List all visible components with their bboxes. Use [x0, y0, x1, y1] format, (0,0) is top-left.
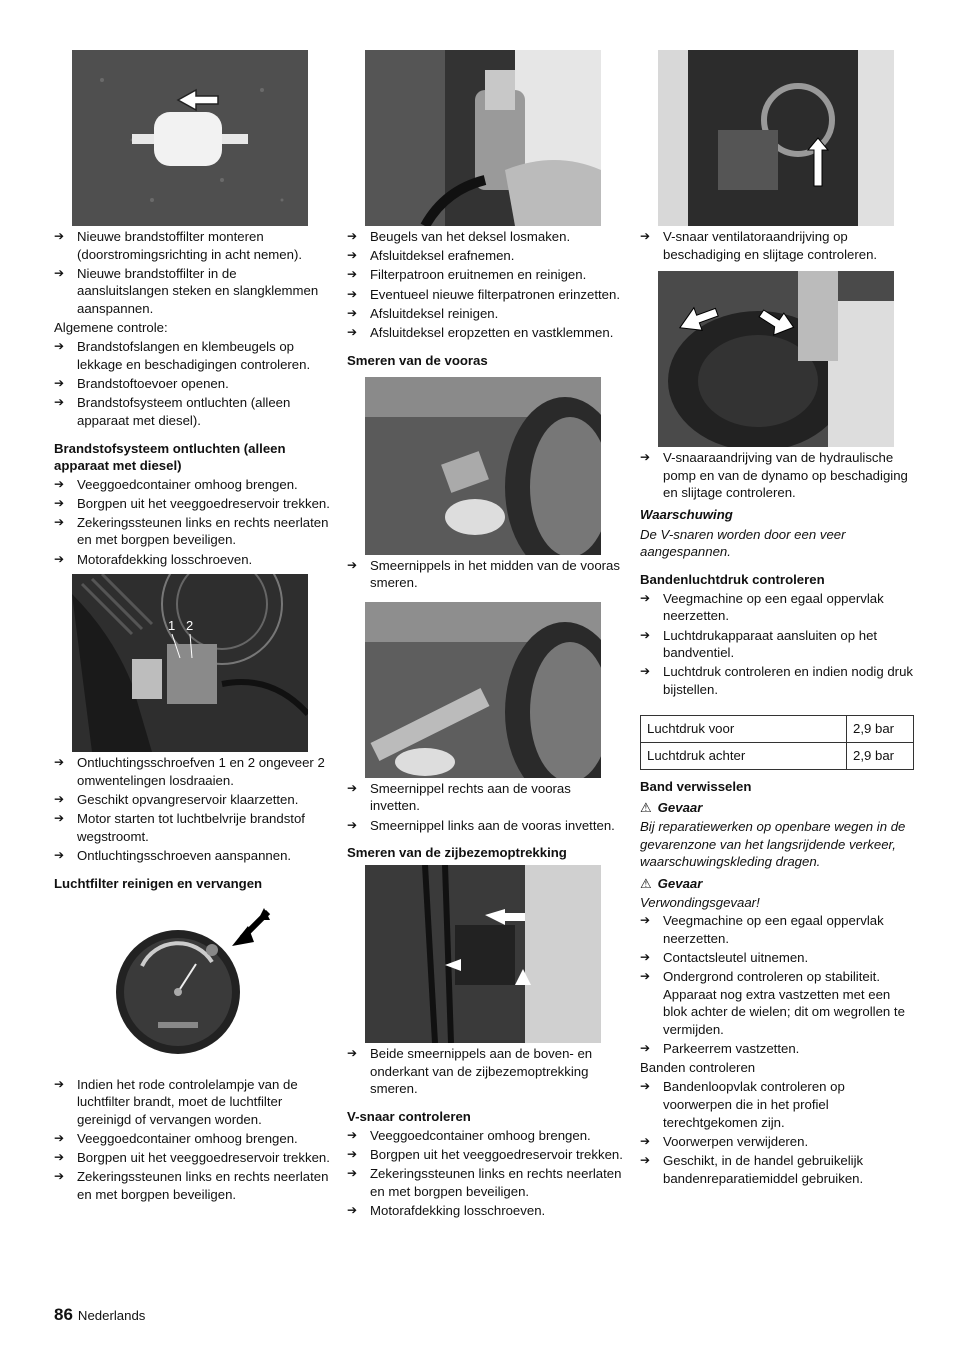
danger-text: Verwondingsgevaar!: [640, 895, 760, 911]
pressure-table: [640, 715, 914, 770]
pump-belt-illustration: [658, 271, 894, 447]
fan-belt-illustration: [658, 50, 894, 226]
danger-text: Bij reparatiewerken op openbare wegen in de gevarenzone van het langsrijdende verkeer, waarschuwingskleding dragen.: [640, 819, 906, 870]
page-number: 86: [54, 1305, 73, 1324]
list-item: ➔ Veegmachine op een egaal oppervlak neerzetten.: [640, 590, 916, 625]
tyre-pressure-steps: [640, 590, 916, 699]
wheel-illustration-1: [365, 377, 601, 555]
section-heading-front-axle: Smeren van de vooras: [347, 352, 488, 368]
table-cell: 2,9 bar: [847, 715, 914, 742]
column-1: [54, 50, 330, 1205]
bleed-steps-2: [54, 754, 330, 864]
pump-belt-steps: [640, 449, 916, 502]
list-item: ➔ Brandstoftoevoer openen.: [54, 375, 330, 393]
air-filter-steps: [54, 1076, 330, 1204]
general-check-steps: [54, 338, 330, 429]
list-item: ➔ Voorwerpen verwijderen.: [640, 1133, 916, 1151]
list-item: ➔ Beide smeernippels aan de boven- en onderkant van de zijbezemoptrekking smeren.: [347, 1045, 623, 1098]
list-item: ➔ Motorafdekking losschroeven.: [347, 1202, 623, 1220]
warning-title: Waarschuwing: [640, 506, 733, 522]
wheel-illustration-2: [365, 602, 601, 778]
pump-belt-photo: [658, 271, 894, 447]
section-heading-side-broom: Smeren van de zijbezemoptrekking: [347, 845, 567, 861]
list-item: ➔ Indien het rode controlelampje van de luchtfilter brandt, moet de luchtfilter gereinigd of vervangen worden.: [54, 1076, 330, 1129]
list-item: ➔ Veeggoedcontainer omhoog brengen.: [54, 476, 330, 494]
list-item: ➔ Brandstofsysteem ontluchten (alleen apparaat met diesel).: [54, 394, 330, 429]
warning-triangle-icon: ⚠: [640, 875, 652, 891]
danger-heading-2: [640, 875, 916, 893]
list-item: ➔ Luchtdruk controleren en indien nodig druk bijstellen.: [640, 663, 916, 698]
section-heading-air-filter: Luchtfilter reinigen en vervangen: [54, 875, 263, 891]
front-axle-steps-2: [347, 780, 623, 834]
fuel-filter-illustration: [72, 50, 308, 226]
list-item: ➔ Afsluitdeksel reinigen.: [347, 305, 623, 323]
vbelt-steps: [347, 1127, 623, 1220]
photo-label-1: 1: [168, 618, 176, 634]
list-item: ➔ Parkeerrem vastzetten.: [640, 1040, 916, 1058]
gauge-photo: [72, 896, 308, 1074]
engine-illustration: [72, 574, 308, 752]
list-item: ➔ Bandenloopvlak controleren op voorwerpen die in het profiel terechtgekomen zijn.: [640, 1078, 916, 1131]
column-2: [347, 50, 623, 1221]
danger-heading-1: [640, 799, 916, 817]
list-item: ➔ Brandstofslangen en klembeugels op lekkage en beschadigingen controleren.: [54, 338, 330, 373]
list-item: ➔ Borgpen uit het veeggoedreservoir trekken.: [347, 1146, 623, 1164]
fan-belt-steps: [640, 228, 916, 263]
list-item: ➔ Zekeringssteunen links en rechts neerlaten en met borgpen beveiligen.: [347, 1165, 623, 1200]
air-filter-illustration: [365, 50, 601, 226]
list-item: ➔ V-snaaraandrijving van de hydraulische pomp en van de dynamo op beschadiging en slijtage controleren.: [640, 449, 916, 502]
list-item: ➔ Eventueel nieuwe filterpatronen erinzetten.: [347, 286, 623, 304]
list-item: ➔ Beugels van het deksel losmaken.: [347, 228, 623, 246]
front-axle-steps: [347, 557, 623, 592]
front-axle-photo-2: [365, 602, 601, 778]
fan-belt-photo: [658, 50, 894, 226]
list-item: ➔ Nieuwe brandstoffilter monteren (doorstromingsrichting in acht nemen).: [54, 228, 330, 263]
warning-triangle-icon: ⚠: [640, 799, 652, 815]
list-item: ➔ Geschikt, in de handel gebruikelijk bandenreparatiemiddel gebruiken.: [640, 1152, 916, 1187]
table-row: [641, 742, 914, 769]
page-footer: [54, 1305, 145, 1325]
list-item: ➔ Zekeringssteunen links en rechts neerlaten en met borgpen beveiligen.: [54, 1168, 330, 1203]
footer-language: Nederlands: [77, 1308, 146, 1323]
side-broom-illustration: [365, 865, 601, 1043]
side-broom-photo: [365, 865, 601, 1043]
danger-title: Gevaar: [657, 875, 703, 891]
list-item: ➔ Smeernippel links aan de vooras invetten.: [347, 817, 623, 835]
list-item: ➔ Ontluchtingsschroeven aanspannen.: [54, 847, 330, 865]
list-item: ➔ Veeggoedcontainer omhoog brengen.: [347, 1127, 623, 1145]
list-item: ➔ Contactsleutel uitnemen.: [640, 949, 916, 967]
table-cell: Luchtdruk voor: [641, 715, 847, 742]
tyres-check-steps: [640, 1078, 916, 1187]
list-item: ➔ Borgpen uit het veeggoedreservoir trekken.: [54, 495, 330, 513]
list-item: ➔ Motorafdekking losschroeven.: [54, 551, 330, 569]
list-item: ➔ V-snaar ventilatoraandrijving op beschadiging en slijtage controleren.: [640, 228, 916, 263]
front-axle-photo-1: [365, 377, 601, 555]
section-heading-tyre-change: Band verwisselen: [640, 778, 752, 794]
list-item: ➔ Motor starten tot luchtbelvrije brandstof wegstroomt.: [54, 810, 330, 845]
list-item: ➔ Luchtdrukapparaat aansluiten op het bandventiel.: [640, 627, 916, 662]
list-item: ➔ Afsluitdeksel erafnemen.: [347, 247, 623, 265]
table-cell: 2,9 bar: [847, 742, 914, 769]
list-item: ➔ Geschikt opvangreservoir klaarzetten.: [54, 791, 330, 809]
list-item: ➔ Afsluitdeksel eropzetten en vastklemmen.: [347, 324, 623, 342]
list-item: ➔ Zekeringssteunen links en rechts neerlaten en met borgpen beveiligen.: [54, 514, 330, 549]
list-item: ➔ Veegmachine op een egaal oppervlak neerzetten.: [640, 912, 916, 947]
column-3: [640, 50, 916, 1189]
section-heading-tyre-pressure: Bandenluchtdruk controleren: [640, 571, 825, 587]
list-item: ➔ Borgpen uit het veeggoedreservoir trekken.: [54, 1149, 330, 1167]
tyres-check-label: Banden controleren: [640, 1060, 756, 1076]
air-filter-steps-2: [347, 228, 623, 342]
fuel-filter-photo: [72, 50, 308, 226]
fuel-filter-steps: [54, 228, 330, 318]
list-item: ➔ Filterpatroon eruitnemen en reinigen.: [347, 266, 623, 284]
list-item: ➔ Veeggoedcontainer omhoog brengen.: [54, 1130, 330, 1148]
general-check-label: Algemene controle:: [54, 320, 168, 336]
bleed-screws-photo: [72, 574, 308, 752]
table-cell: Luchtdruk achter: [641, 742, 847, 769]
table-row: [641, 715, 914, 742]
bleed-steps: [54, 476, 330, 569]
tyre-change-steps: [640, 912, 916, 1058]
list-item: ➔ Ontluchtingsschroefven 1 en 2 ongeveer 2 omwentelingen losdraaien.: [54, 754, 330, 789]
danger-title: Gevaar: [657, 799, 703, 815]
list-item: ➔ Ondergrond controleren op stabiliteit. Apparaat nog extra vastzetten met een blok achter de wielen; dit om wegrollen te vermijden.: [640, 968, 916, 1038]
air-filter-photo: [365, 50, 601, 226]
list-item: ➔ Nieuwe brandstoffilter in de aansluitslangen steken en slangklemmen aanspannen.: [54, 265, 330, 318]
section-heading-bleed: Brandstofsysteem ontluchten (alleen apparaat met diesel): [54, 440, 286, 473]
warning-text: De V-snaren worden door een veer aangespannen.: [640, 526, 846, 560]
list-item: ➔ Smeernippel rechts aan de vooras invetten.: [347, 780, 623, 815]
list-item: ➔ Smeernippels in het midden van de vooras smeren.: [347, 557, 623, 592]
photo-label-2: 2: [186, 618, 194, 634]
side-broom-steps: [347, 1045, 623, 1098]
gauge-illustration: [72, 896, 308, 1074]
section-heading-vbelt: V-snaar controleren: [347, 1108, 471, 1124]
